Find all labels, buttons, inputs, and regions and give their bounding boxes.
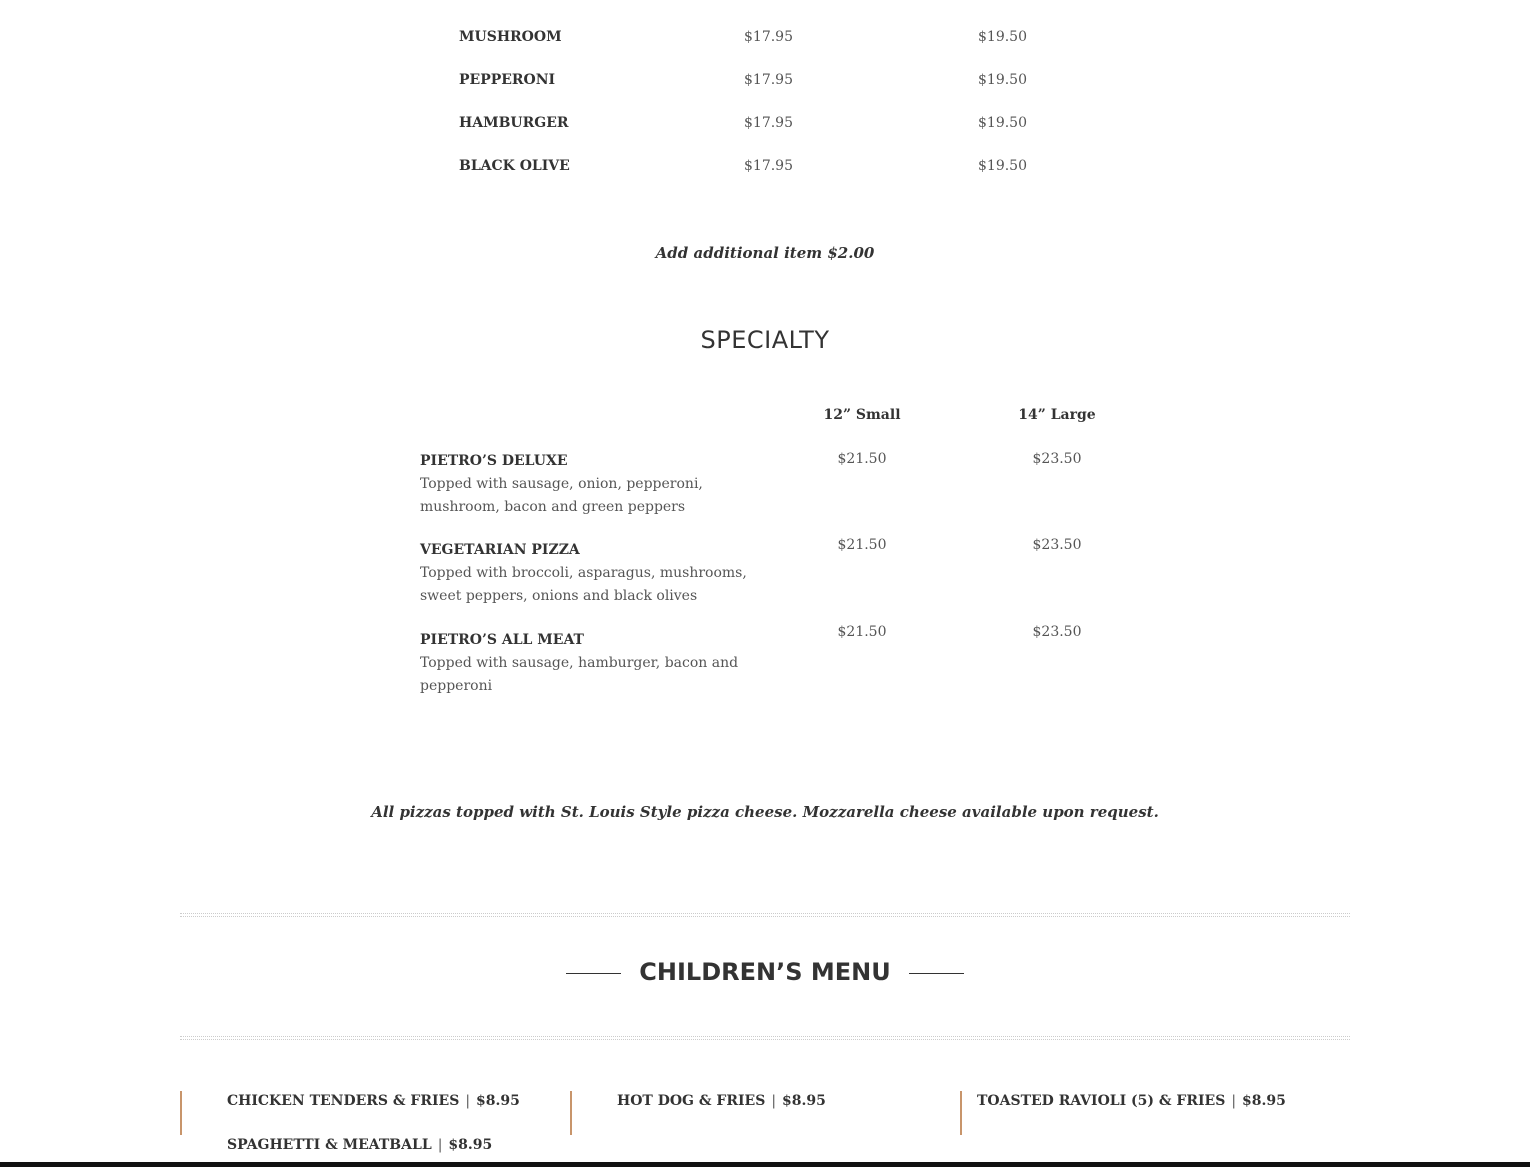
- price-large: $19.50: [978, 29, 1027, 45]
- specialty-item-name: PIETRO’S DELUXE: [420, 453, 568, 469]
- price-large: $23.50: [1032, 537, 1082, 553]
- menu-row: [0, 158, 1530, 178]
- price-small: $17.95: [744, 29, 793, 45]
- cheese-note: All pizzas topped with St. Louis Style pizza cheese. Mozzarella cheese available upon request.: [371, 803, 1159, 821]
- kids-item-name: TOASTED RAVIOLI (5) & FRIES: [977, 1093, 1226, 1109]
- menu-item-name: HAMBURGER: [459, 115, 569, 131]
- specialty-item: [420, 451, 750, 519]
- menu-item-name: BLACK OLIVE: [459, 158, 570, 174]
- kids-menu-item: [977, 1093, 1286, 1109]
- kids-item-price: $8.95: [476, 1093, 520, 1109]
- specialty-heading: SPECIALTY: [700, 326, 830, 354]
- price-separator: |: [437, 1137, 443, 1153]
- additional-item-note: Add additional item $2.00: [655, 244, 875, 262]
- price-small: $21.50: [837, 624, 887, 640]
- kids-menu-item: [227, 1137, 492, 1153]
- price-separator: |: [465, 1093, 471, 1109]
- size-large-heading: 14” Large: [1018, 407, 1096, 423]
- title-rule-right: [909, 973, 964, 974]
- column-accent-bar: [570, 1091, 572, 1135]
- price-small: $21.50: [837, 537, 887, 553]
- bottom-bar: [0, 1162, 1530, 1167]
- divider: [180, 913, 1350, 917]
- price-large: $19.50: [978, 158, 1027, 174]
- specialty-item-name: PIETRO’S ALL MEAT: [420, 632, 584, 648]
- divider: [180, 1036, 1350, 1040]
- price-small: $21.50: [837, 451, 887, 467]
- specialty-item-desc: Topped with sausage, hamburger, bacon and pepperoni: [420, 655, 739, 694]
- specialty-item: [420, 630, 750, 698]
- specialty-item-desc: Topped with broccoli, asparagus, mushrooms, sweet peppers, onions and black olives: [420, 565, 747, 604]
- price-small: $17.95: [744, 72, 793, 88]
- childrens-menu-title: CHILDREN’S MENU: [639, 958, 891, 986]
- column-accent-bar: [180, 1091, 182, 1135]
- kids-item-price: $8.95: [1242, 1093, 1286, 1109]
- childrens-menu-heading: [0, 958, 1530, 986]
- kids-menu-item: [227, 1093, 520, 1109]
- price-large: $23.50: [1032, 451, 1082, 467]
- specialty-item-desc: Topped with sausage, onion, pepperoni, mushroom, bacon and green peppers: [420, 476, 703, 515]
- specialty-item: [420, 540, 750, 608]
- price-large: $19.50: [978, 115, 1027, 131]
- menu-row: [0, 29, 1530, 49]
- price-small: $17.95: [744, 158, 793, 174]
- size-small-heading: 12” Small: [823, 407, 901, 423]
- menu-row: [0, 72, 1530, 92]
- kids-item-price: $8.95: [782, 1093, 826, 1109]
- menu-item-name: MUSHROOM: [459, 29, 562, 45]
- kids-item-name: CHICKEN TENDERS & FRIES: [227, 1093, 460, 1109]
- price-small: $17.95: [744, 115, 793, 131]
- specialty-item-name: VEGETARIAN PIZZA: [420, 542, 580, 558]
- price-large: $19.50: [978, 72, 1027, 88]
- kids-item-name: HOT DOG & FRIES: [617, 1093, 766, 1109]
- kids-item-price: $8.95: [448, 1137, 493, 1153]
- kids-item-name: SPAGHETTI & MEATBALL: [227, 1137, 432, 1153]
- column-accent-bar: [960, 1091, 962, 1135]
- menu-item-name-clipped: [459, 0, 464, 2]
- menu-row: [0, 115, 1530, 135]
- menu-row-clipped: [0, 0, 1530, 2]
- price-separator: |: [1231, 1093, 1237, 1109]
- price-separator: |: [771, 1093, 777, 1109]
- kids-menu-item: [617, 1093, 826, 1109]
- menu-item-name: PEPPERONI: [459, 72, 556, 88]
- price-large: $23.50: [1032, 624, 1082, 640]
